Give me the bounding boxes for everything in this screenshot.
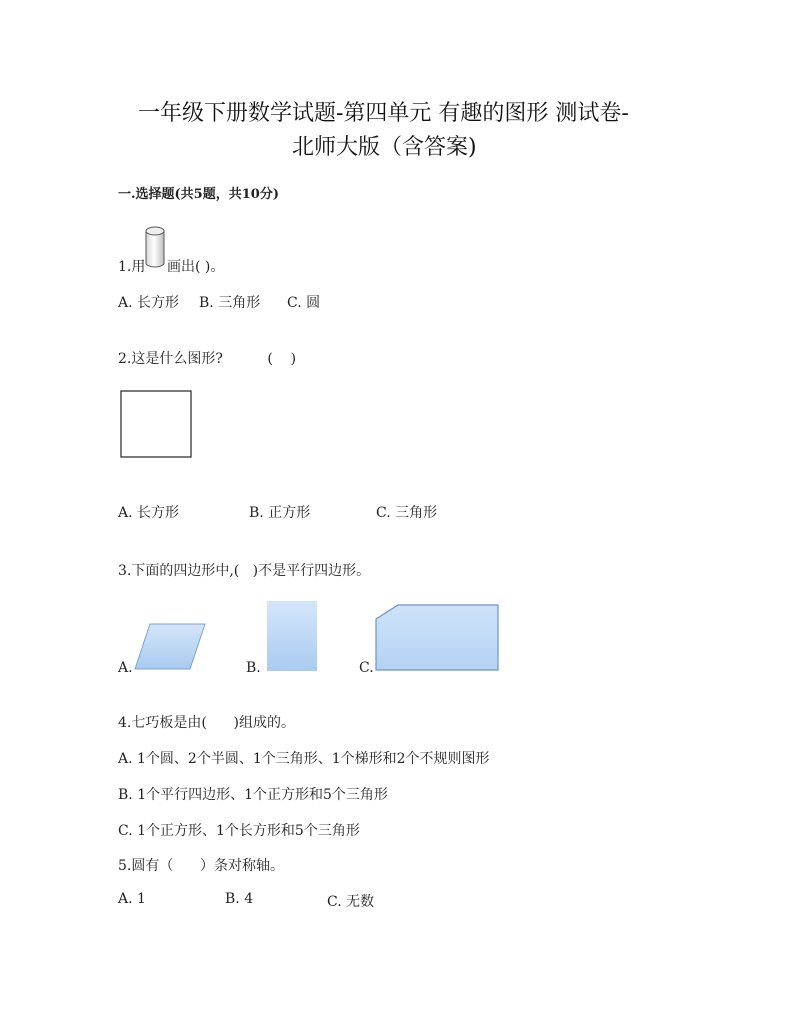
q5-option-b[interactable]: B. 4	[225, 891, 254, 907]
parallelogram-icon	[133, 621, 209, 671]
q4-option-a[interactable]: A. 1个圆、2个半圆、1个三角形、1个梯形和2个不规则图形	[118, 751, 490, 767]
q4-option-c[interactable]: C. 1个正方形、1个长方形和5个三角形	[118, 823, 360, 839]
question-5: 5.圆有（ ）条对称轴。	[118, 858, 285, 874]
question-4: 4.七巧板是由( )组成的。	[118, 715, 295, 731]
q3-option-b[interactable]: B.	[246, 660, 261, 676]
page-title-line1: 一年级下册数学试题-第四单元 有趣的图形 测试卷-	[138, 101, 629, 126]
cylinder-icon	[144, 225, 166, 269]
square-icon	[120, 390, 194, 460]
question-1-suffix: 画出( )。	[167, 259, 225, 275]
q1-option-c[interactable]: C. 圆	[287, 295, 321, 311]
q4-option-b[interactable]: B. 1个平行四边形、1个正方形和5个三角形	[118, 787, 388, 803]
q5-option-a[interactable]: A. 1	[118, 891, 146, 907]
question-1-prefix: 1.用	[118, 259, 146, 275]
rectangle-icon	[266, 600, 318, 672]
q3-option-a[interactable]: A.	[118, 660, 133, 676]
cut-corner-rectangle-icon	[374, 603, 500, 673]
q5-option-c[interactable]: C. 无数	[327, 894, 375, 910]
question-1	[118, 256, 145, 276]
q1-option-a[interactable]: A. 长方形	[118, 295, 180, 311]
page-title-line2: 北师大版（含答案)	[292, 135, 477, 160]
q2-option-c[interactable]: C. 三角形	[376, 505, 438, 521]
q3-option-c[interactable]: C.	[359, 660, 374, 676]
q1-option-b[interactable]: B. 三角形	[199, 295, 261, 311]
section-heading: 一.选择题(共5题，共10分)	[118, 187, 279, 202]
question-3: 3.下面的四边形中,( )不是平行四边形。	[118, 563, 371, 579]
q2-option-a[interactable]: A. 长方形	[118, 505, 180, 521]
question-2: 2.这是什么图形? ( )	[118, 351, 297, 367]
q2-option-b[interactable]: B. 正方形	[249, 505, 311, 521]
